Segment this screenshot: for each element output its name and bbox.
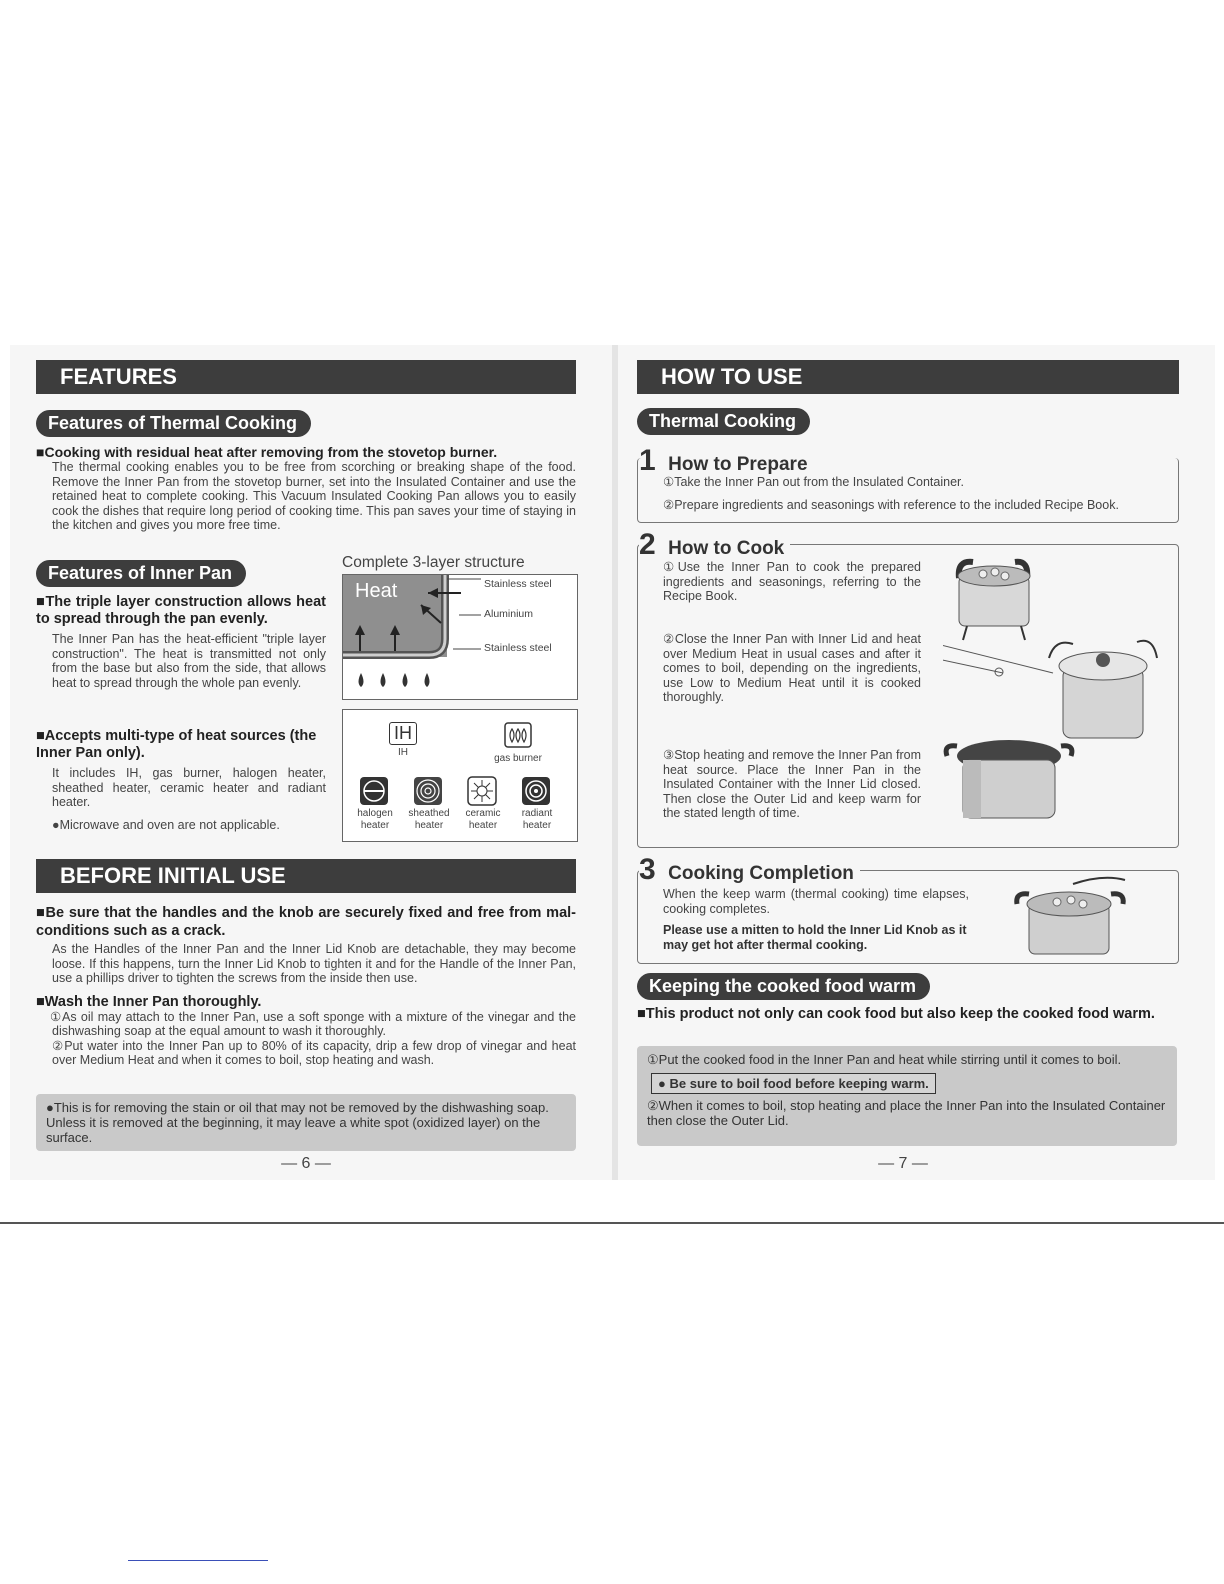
triple-heading: The triple layer construction allows heat to spread through the pan evenly. [36,594,326,627]
square-bullet-icon: ■ [36,905,46,921]
before-note-box [36,1094,576,1151]
step-3-body: When the keep warm (thermal cooking) time elapses, cooking completes. [663,887,969,916]
heat-sources-box [342,709,578,842]
layer-3-label: Stainless steel [484,642,552,654]
step-3-title: Cooking Completion [668,863,854,884]
square-bullet-icon: ■ [637,1006,646,1022]
pot-with-ingredients-illustration [958,562,1030,640]
closing-lid-illustration [943,641,1157,738]
step-2-number: 2 [639,528,656,561]
keeping-warm-step-1: ①Put the cooked food in the Inner Pan and heat while stirring until it comes to boil. [647,1052,1122,1067]
scan-bottom-edge [0,1222,1224,1224]
multi-heading: Accepts multi-type of heat sources (the Inner Pan only). [36,728,317,761]
step-1-item-b: ②Prepare ingredients and seasonings with reference to the included Recipe Book. [663,497,1119,512]
square-bullet-icon: ■ [36,993,45,1010]
layer-1-label: Stainless steel [484,578,552,590]
ih-icon: IH [389,722,417,745]
step-2-title: How to Cook [668,538,785,559]
ceramic-heater-label: ceramic heater [465,808,501,831]
thermal-body: The thermal cooking enables you to be free from scorching or breaking shape of the food. Remove the Inner Pan from the stovetop burner, set into the Insulated Container and use the retained heat to complete cooking. This Vacuum Insulated Cooking Pan allows you to easily cook the dishes that require long period of cooking time. This pan saves your time of staying in the kitchen and gives you more free time. [52,460,576,532]
dot-bullet-icon: ● [52,817,60,832]
radiant-heater-icon [521,776,551,806]
square-bullet-icon: ■ [36,444,45,460]
features-banner: FEATURES [36,360,576,394]
keeping-warm-alert: Be sure to boil food before keeping warm. [669,1076,929,1091]
thermal-heading: Cooking with residual heat after removing from the stovetop burner. [44,444,498,460]
insulated-container-illustration [946,740,1072,818]
gas-burner-label: gas burner [494,753,542,764]
wash-step-2: ②Put water into the Inner Pan up to 80% of its capacity, drip a few drop of vinegar and heat over Medium Heat and when it comes to boil, stop heating and wash. [52,1038,576,1067]
flame-icons [359,673,430,687]
wash-heading: Wash the Inner Pan thoroughly. [44,993,262,1010]
handles-heading: Be sure that the handles and the knob are securely fixed and free from mal-conditions such as a crack. [36,905,576,939]
keeping-warm-step-2: ②When it comes to boil, stop heating and place the Inner Pan into the Insulated Container then close the Outer Lid. [647,1098,1166,1128]
ih-label: IH [398,747,408,758]
structure-title: Complete 3-layer structure [342,554,525,571]
step-2-item-c: ③Stop heating and remove the Inner Pan from heat source. Place the Inner Pan in the Insulated Container with the Inner Lid closed. Then close the Outer Lid and keep warm for the stated length of time. [663,748,921,820]
handles-body: As the Handles of the Inner Pan and the Inner Lid Knob are detachable, they may become loose. If this happens, turn the Inner Lid Knob to tighten it and for the Handle of the Inner Pan, use a phillips driver to tighten the screws from the inside then use. [52,942,576,985]
step-2-item-b: ②Close the Inner Pan with Inner Lid and heat over Medium Heat in usual cases and after it comes to boil, depending on the ingredients, use Low to Medium Heat until it is cooked thoroughly. [663,632,921,704]
footer-underline [128,1560,268,1561]
step-3-number: 3 [639,853,656,886]
opened-container-illustration [1013,874,1139,958]
thermal-cooking-features-pill: Features of Thermal Cooking [36,410,311,437]
before-note: This is for removing the stain or oil that may not be removed by the dishwashing soap. Unless it is removed at the beginning, it may leave a white spot (oxidized layer) on the surface. [46,1100,549,1145]
layer-structure-figure [342,554,578,700]
wash-step-1: ①As oil may attach to the Inner Pan, use a soft sponge with a mixture of the vinegar and the dishwashing soap at the equal amount to wash it thoroughly. [50,1009,576,1038]
sheathed-heater-icon [413,776,443,806]
gas-burner-icon [504,722,532,748]
keeping-warm-heading: This product not only can cook food but also keep the cooked food warm. [645,1006,1155,1022]
radiant-heater-label: radiant heater [521,808,553,831]
step-1-title: How to Prepare [668,454,808,475]
layer-2-label: Aluminium [484,608,534,620]
triple-body: The Inner Pan has the heat-efficient "triple layer construction". The heat is transmitted not only from the base but also from the side, that allows heat to spread through the whole pan evenly. [52,632,326,690]
keeping-warm-box [637,1046,1177,1146]
step-1-item-a: ①Take the Inner Pan out from the Insulated Container. [663,475,964,489]
step-2-item-a: ①Use the Inner Pan to cook the prepared ingredients and seasonings, referring to the Recipe Book. [663,560,921,603]
structure-heat-label: Heat [355,580,398,602]
halogen-heater-label: halogen heater [357,808,393,831]
keeping-warm-pill: Keeping the cooked food warm [637,973,930,1000]
dot-bullet-icon: ● [46,1100,54,1115]
halogen-heater-icon [359,776,389,806]
page-6 [36,360,576,1172]
thermal-cooking-pill: Thermal Cooking [637,408,810,435]
layer-structure-diagram [342,574,578,700]
sheathed-heater-label: sheathed heater [408,808,450,831]
before-initial-use-banner: BEFORE INITIAL USE [36,859,576,893]
step-1-number: 1 [639,444,656,477]
ceramic-heater-icon [467,776,497,806]
booklet-spine [612,345,618,1180]
square-bullet-icon: ■ [36,728,45,744]
inner-pan-features-pill: Features of Inner Pan [36,560,246,587]
how-to-use-banner: HOW TO USE [637,360,1179,394]
cooking-steps-illustration [943,548,1173,842]
multi-note: Microwave and oven are not applicable. [59,817,280,832]
page-7 [637,360,1179,1172]
step-3-warning: Please use a mitten to hold the Inner Lid Knob as it may get hot after thermal cooking. [663,923,967,952]
page-number-6: — 6 — [281,1155,331,1172]
square-bullet-icon: ■ [36,594,46,610]
dot-bullet-icon: ● [658,1076,666,1091]
page-number-7: — 7 — [878,1155,928,1172]
multi-body: It includes IH, gas burner, halogen heater, sheathed heater, ceramic heater and radiant heater. [52,766,326,809]
